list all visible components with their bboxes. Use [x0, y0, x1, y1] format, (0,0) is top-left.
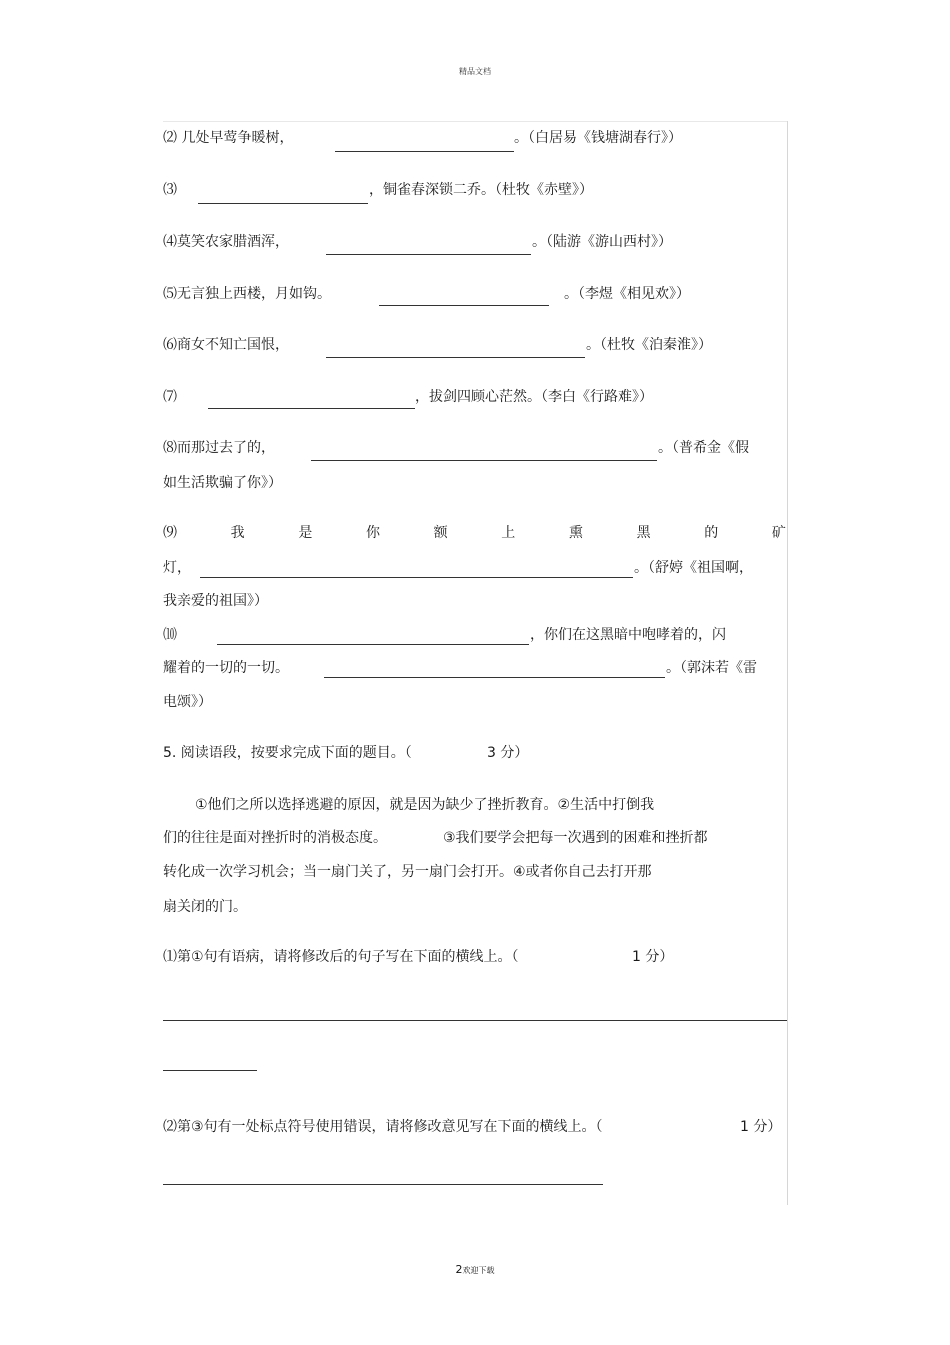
q10-answer-blank-2[interactable]	[324, 677, 665, 678]
sub2-question: ⑵第③句有一处标点符号使用错误，请将修改意见写在下面的横线上。（	[163, 1119, 603, 1135]
footer-text: 欢迎下载	[462, 1266, 495, 1275]
q9-char: 熏	[568, 525, 583, 541]
q7-suffix: ，拔剑四顾心茫然。（李白《行路难》）	[415, 389, 653, 405]
q5-suffix: 。（李煜《相见欢》）	[564, 286, 690, 302]
passage-line: 转化成一次学习机会；当一扇门关了，另一扇门会打开。④或者你自己去打开那	[163, 864, 652, 880]
sub1-score: 1 分）	[632, 949, 674, 965]
q4-answer-blank[interactable]	[326, 254, 531, 255]
section5-title: 5. 阅读语段，按要求完成下面的题目。（	[163, 745, 412, 761]
q9-char: 你	[365, 525, 380, 541]
q3-prefix: ⑶	[163, 182, 177, 198]
q2-suffix: 。（白居易《钱塘湖春行》）	[514, 130, 682, 146]
q7-answer-blank[interactable]	[208, 408, 415, 409]
q6-suffix: 。（杜牧《泊秦淮》）	[586, 337, 712, 353]
q9-line2-prefix: 灯，	[163, 560, 191, 576]
section5-score: 3 分）	[487, 745, 529, 761]
page-header: 精品文档	[459, 67, 491, 76]
page-number: 2	[455, 1263, 463, 1276]
q3-suffix: ，铜雀春深锁二乔。（杜牧《赤壁》）	[369, 182, 593, 198]
sub2-answer-line[interactable]	[163, 1184, 603, 1185]
sub1-answer-line-2[interactable]	[163, 1070, 257, 1071]
q10-continuation: 电颂》）	[163, 694, 212, 710]
page-frame-right	[787, 121, 788, 1205]
page-footer	[0, 1263, 950, 1276]
q6-prefix: ⑹商女不知亡国恨，	[163, 337, 289, 353]
passage-line: 扇关闭的门。	[163, 899, 247, 915]
q2-answer-blank[interactable]	[335, 151, 514, 152]
q8-answer-blank[interactable]	[311, 460, 657, 461]
q10-answer-blank-1[interactable]	[217, 644, 529, 645]
q6-answer-blank[interactable]	[326, 357, 585, 358]
q9-char: 额	[433, 525, 448, 541]
q5-prefix: ⑸无言独上西楼，月如钩。	[163, 286, 331, 302]
q9-char: 我	[230, 525, 245, 541]
q9-answer-blank[interactable]	[200, 577, 633, 578]
q10-suffix: ，你们在这黑暗中咆哮着的，闪	[530, 627, 726, 643]
q7-prefix: ⑺	[163, 389, 177, 405]
q8-continuation: 如生活欺骗了你》）	[163, 475, 282, 491]
q9-char: 矿	[771, 525, 786, 541]
q9-char: 是	[298, 525, 313, 541]
q8-prefix: ⑻而那过去了的，	[163, 440, 275, 456]
q4-prefix: ⑷莫笑农家腊酒浑，	[163, 234, 289, 250]
q9-line2-suffix: 。（舒婷《祖国啊，	[634, 560, 753, 576]
q9-char: 上	[501, 525, 516, 541]
passage-line: 们的往往是面对挫折时的消极态度。	[163, 830, 387, 846]
passage-line: ③我们要学会把每一次遇到的困难和挫折都	[443, 830, 708, 846]
q10-line2-suffix: 。（郭沫若《雷	[666, 660, 757, 676]
q9-continuation: 我亲爱的祖国》）	[163, 593, 268, 609]
q9-char: ⑼	[163, 525, 177, 541]
q9-char: 黑	[636, 525, 651, 541]
q8-suffix: 。（普希金《假	[658, 440, 749, 456]
q4-suffix: 。（陆游《游山西村》）	[532, 234, 672, 250]
q5-answer-blank[interactable]	[379, 305, 549, 306]
q9-spread-line	[163, 524, 786, 542]
q10-line2-prefix: 耀着的一切的一切。	[163, 660, 289, 676]
passage-line: ①他们之所以选择逃避的原因，就是因为缺少了挫折教育。②生活中打倒我	[195, 797, 655, 813]
q9-char: 的	[704, 525, 719, 541]
sub1-question: ⑴第①句有语病，请将修改后的句子写在下面的横线上。（	[163, 949, 519, 965]
q3-answer-blank[interactable]	[198, 203, 368, 204]
q2-prefix: ⑵ 几处早莺争暖树，	[163, 130, 294, 146]
page-frame-top	[163, 121, 788, 122]
sub1-answer-line-1[interactable]	[163, 1020, 787, 1021]
sub2-score: 1 分）	[740, 1119, 782, 1135]
q10-prefix: ⑽	[163, 627, 177, 643]
